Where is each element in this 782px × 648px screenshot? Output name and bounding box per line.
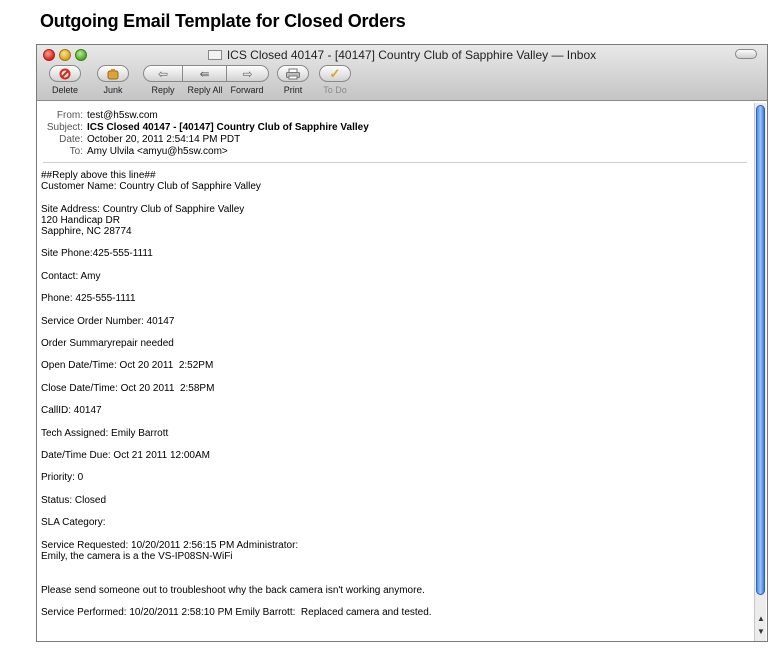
header-divider bbox=[43, 162, 747, 163]
reply-all-arrow-icon: ⇚ bbox=[199, 66, 210, 81]
date-value: October 20, 2011 2:54:14 PM PDT bbox=[87, 134, 241, 145]
window-title bbox=[37, 48, 767, 62]
printer-icon bbox=[285, 68, 301, 80]
delete-button[interactable] bbox=[49, 65, 81, 82]
date-label: Date: bbox=[59, 134, 83, 145]
vertical-scrollbar[interactable] bbox=[754, 103, 766, 641]
subject-value: ICS Closed 40147 - [40147] Country Club of Sapphire Valley bbox=[87, 122, 369, 133]
mail-window bbox=[36, 44, 768, 642]
forward-button[interactable] bbox=[226, 65, 269, 82]
envelope-icon bbox=[208, 50, 222, 60]
reply-button[interactable] bbox=[143, 65, 183, 82]
from-value[interactable]: test@h5sw.com bbox=[87, 110, 158, 121]
subject-label: Subject: bbox=[46, 122, 83, 133]
reply-all-label: Reply All bbox=[187, 85, 223, 95]
reply-label: Reply bbox=[151, 85, 175, 95]
scroll-down-icon[interactable]: ▼ bbox=[757, 627, 765, 636]
junk-label: Junk bbox=[103, 85, 123, 95]
print-button[interactable] bbox=[277, 65, 309, 82]
delete-icon bbox=[59, 68, 71, 80]
page-heading: Outgoing Email Template for Closed Orders bbox=[40, 11, 406, 31]
forward-label: Forward bbox=[230, 85, 264, 95]
forward-arrow-icon: ⇨ bbox=[242, 66, 253, 81]
junk-bag-icon bbox=[106, 68, 120, 80]
from-label: From: bbox=[56, 110, 83, 121]
print-label: Print bbox=[283, 85, 303, 95]
checkmark-icon: ✓ bbox=[329, 65, 341, 81]
junk-button[interactable] bbox=[97, 65, 129, 82]
todo-button[interactable] bbox=[319, 65, 351, 82]
message-body: ##Reply above this line## Customer Name: Country Club of Sapphire Valley Site Address: Country Club of Sapphire Valley 120 Handicap DR Sapphire, NC 28774 Site Phone:425-555-1111 Contact: Amy Phone: 425-555-1111 Service Order Number: 40147 Order Summaryrepair needed Open Date/Time: Oct 20 2011 2:52PM Close Date/Time: Oct 20 2011 2:58PM CallID: 40147 Tech Assigned: Emily Barrott Date/Time Due: Oct 21 2011 12:00AM Priority: 0 Status: Closed SLA Category: Service Requested: 10/20/2011 2:56:15 PM Administrator: Emily, the camera is a the VS-IP08SN-WiFi Please send someone out to troubleshoot why the back camera isn't working anymore. Service Performed: 10/20/2011 2:58:10 PM Emily Barrott: Replaced camera and tested. bbox=[41, 170, 432, 618]
title-bar bbox=[37, 45, 767, 101]
toolbar-toggle-button[interactable] bbox=[735, 49, 757, 59]
delete-label: Delete bbox=[51, 85, 79, 95]
to-label: To: bbox=[69, 146, 83, 157]
to-value[interactable]: Amy Ulvila <amyu@h5sw.com> bbox=[87, 146, 228, 157]
window-title-text: ICS Closed 40147 - [40147] Country Club of Sapphire Valley — Inbox bbox=[226, 48, 597, 62]
reply-arrow-icon: ⇦ bbox=[157, 66, 169, 81]
scroll-thumb[interactable] bbox=[756, 105, 765, 595]
reply-all-button[interactable] bbox=[182, 65, 227, 82]
scroll-up-icon[interactable]: ▲ bbox=[757, 614, 765, 623]
todo-label: To Do bbox=[323, 85, 347, 95]
